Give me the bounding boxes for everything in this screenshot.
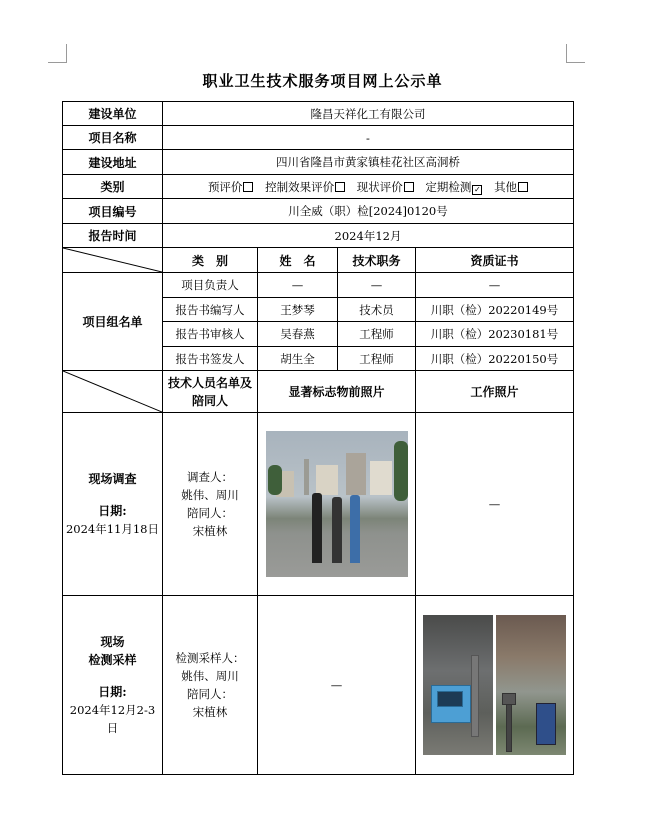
disclosure-table (62, 101, 574, 775)
member-title: — (338, 273, 416, 298)
project-no-label: 项目编号 (63, 199, 163, 224)
sampling-label-cell (63, 596, 163, 775)
team-header-cert: 资质证书 (416, 248, 574, 273)
member-role: 报告书签发人 (163, 347, 258, 371)
survey-landmark-photo-cell (258, 413, 416, 596)
team-header-category: 类 别 (163, 248, 258, 273)
team-header-name: 姓 名 (258, 248, 338, 273)
survey-staff-line: 姚伟、周川 (181, 488, 239, 502)
sampling-work-photo-cell (416, 596, 574, 775)
member-name: 胡生全 (258, 347, 338, 371)
sampling-work-photo-1 (423, 615, 493, 755)
category-option-control: 控制效果评价 (265, 180, 345, 194)
member-cert: — (416, 273, 574, 298)
survey-date-label: 日期: (98, 504, 127, 518)
member-cert: 川职（检）20220149号 (416, 298, 574, 322)
photos-header-work: 工作照片 (416, 371, 574, 413)
checkbox-icon (243, 182, 253, 192)
report-time-label: 报告时间 (63, 224, 163, 248)
survey-label-cell (63, 413, 163, 596)
checked-checkbox-icon: ✓ (474, 184, 481, 194)
sampling-date-value: 2024年12月2-3日 (69, 703, 156, 735)
member-role: 报告书编写人 (163, 298, 258, 322)
team-group-label: 项目组名单 (63, 273, 163, 371)
survey-staff-line: 宋植林 (192, 524, 228, 538)
document-title: 职业卫生技术服务项目网上公示单 (202, 72, 443, 90)
team-header-title: 技术职务 (338, 248, 416, 273)
checkbox-icon (518, 182, 528, 192)
category-option-status: 现状评价 (357, 180, 414, 194)
sampling-staff-line: 宋植林 (192, 705, 228, 719)
sampling-staff-line: 陪同人： (187, 687, 233, 701)
member-title: 工程师 (338, 347, 416, 371)
survey-date-value: 2024年11月18日 (65, 522, 160, 536)
category-options (163, 175, 574, 199)
sampling-staff-cell (163, 596, 258, 775)
sampling-work-photo-2 (496, 615, 566, 755)
survey-staff-cell (163, 413, 258, 596)
photos-header-staff: 技术人员名单及陪同人 (163, 371, 258, 413)
sampling-staff-line: 姚伟、周川 (181, 669, 239, 683)
survey-staff-line: 调查人： (187, 470, 233, 484)
member-role: 报告书审核人 (163, 322, 258, 347)
photos-header-landmark: 显著标志物前照片 (258, 371, 416, 413)
sampling-landmark-photo: — (258, 596, 416, 775)
category-label: 类别 (63, 175, 163, 199)
sampling-label: 检测采样 (88, 653, 137, 667)
unit-value: 隆昌天祥化工有限公司 (163, 102, 574, 126)
category-option-other: 其他 (494, 180, 528, 194)
project-no-value: 川全威（职）检[2024]0120号 (163, 199, 574, 224)
member-title: 工程师 (338, 322, 416, 347)
checkbox-icon (335, 182, 345, 192)
member-name: — (258, 273, 338, 298)
diagonal-cell (63, 248, 163, 273)
member-title: 技术员 (338, 298, 416, 322)
survey-staff-line: 陪同人： (187, 506, 233, 520)
member-cert: 川职（检）20230181号 (416, 322, 574, 347)
member-role: 项目负责人 (163, 273, 258, 298)
project-name-value: - (163, 126, 574, 150)
address-value: 四川省隆昌市黄家镇桂花社区高洞桥 (163, 150, 574, 175)
member-name: 吴春燕 (258, 322, 338, 347)
crop-mark-top-left (48, 44, 67, 63)
member-cert: 川职（检）20220150号 (416, 347, 574, 371)
landmark-photo (266, 431, 408, 577)
sampling-label: 现场 (100, 635, 125, 649)
project-name-label: 项目名称 (63, 126, 163, 150)
diagonal-cell (63, 371, 163, 413)
unit-label: 建设单位 (63, 102, 163, 126)
report-time-value: 2024年12月 (163, 224, 574, 248)
sampling-date-label: 日期: (98, 685, 127, 699)
category-option-periodic: 定期检测 ✓ (425, 179, 481, 194)
crop-mark-top-right (566, 44, 585, 63)
category-option-pre: 预评价 (208, 180, 254, 194)
survey-work-photo: — (416, 413, 574, 596)
survey-label: 现场调查 (88, 472, 137, 486)
address-label: 建设地址 (63, 150, 163, 175)
sampling-staff-line: 检测采样人： (175, 651, 245, 665)
member-name: 王梦琴 (258, 298, 338, 322)
checkbox-icon (404, 182, 414, 192)
